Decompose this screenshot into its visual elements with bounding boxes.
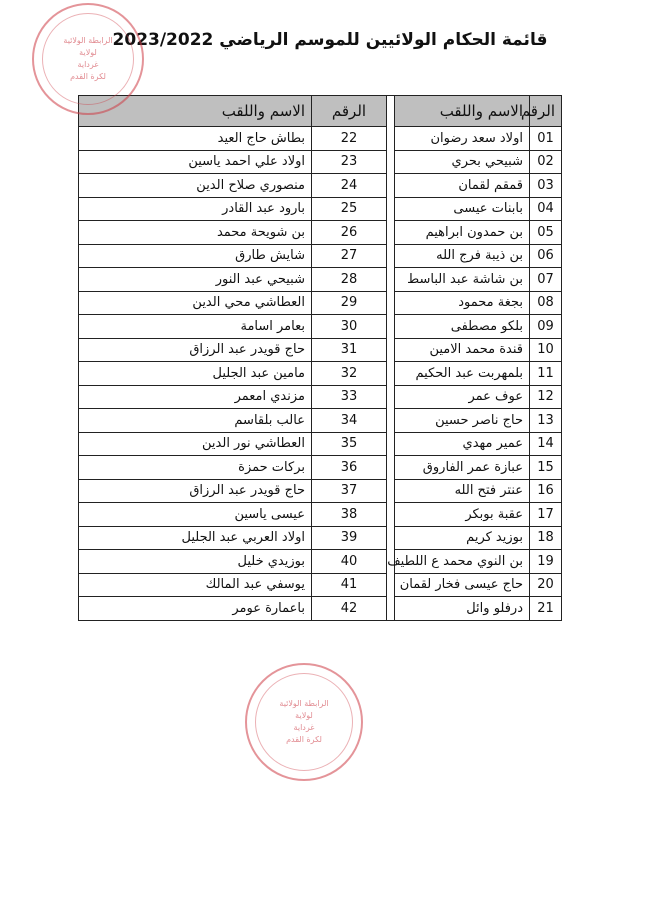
right-name-cell: عبازة عمر الفاروق xyxy=(395,456,530,480)
header-name-left: الاسم واللقب xyxy=(79,96,312,127)
table-row xyxy=(79,315,562,339)
table-row xyxy=(79,244,562,268)
left-name-cell: عالب بلقاسم xyxy=(79,409,312,433)
right-number-cell: 13 xyxy=(530,409,562,433)
table-row xyxy=(79,268,562,292)
stamp-text: الرابطة الولائية xyxy=(63,36,113,45)
table-row xyxy=(79,385,562,409)
left-name-cell: مزندي امعمر xyxy=(79,385,312,409)
right-name-cell: عوف عمر xyxy=(395,385,530,409)
official-stamp-bottom xyxy=(245,663,363,781)
right-number-cell: 08 xyxy=(530,291,562,315)
stamp-text: لولاية xyxy=(295,711,313,720)
table-row xyxy=(79,150,562,174)
left-number-cell: 31 xyxy=(312,338,387,362)
left-number-cell: 35 xyxy=(312,432,387,456)
left-number-cell: 28 xyxy=(312,268,387,292)
left-name-cell: العطاشي نور الدين xyxy=(79,432,312,456)
left-name-cell: مامين عبد الجليل xyxy=(79,362,312,386)
left-name-cell: اولاد العربي عبد الجليل xyxy=(79,526,312,550)
right-name-cell: قمقم لقمان xyxy=(395,174,530,198)
right-number-cell: 05 xyxy=(530,221,562,245)
right-number-cell: 07 xyxy=(530,268,562,292)
header-number-right: الرقم xyxy=(530,96,562,127)
left-name-cell: اولاد علي احمد ياسين xyxy=(79,150,312,174)
right-name-cell: بجغة محمود xyxy=(395,291,530,315)
table-row xyxy=(79,174,562,198)
left-name-cell: بارود عبد القادر xyxy=(79,197,312,221)
stamp-text: لكرة القدم xyxy=(70,72,106,81)
left-number-cell: 23 xyxy=(312,150,387,174)
left-number-cell: 42 xyxy=(312,597,387,621)
left-name-cell: بعامر اسامة xyxy=(79,315,312,339)
right-number-cell: 17 xyxy=(530,503,562,527)
right-name-cell: بن شاشة عبد الباسط xyxy=(395,268,530,292)
left-number-cell: 22 xyxy=(312,127,387,151)
right-number-cell: 12 xyxy=(530,385,562,409)
left-number-cell: 26 xyxy=(312,221,387,245)
table-row xyxy=(79,503,562,527)
left-number-cell: 33 xyxy=(312,385,387,409)
right-number-cell: 19 xyxy=(530,550,562,574)
table-row xyxy=(79,479,562,503)
right-name-cell: بلمهربت عبد الحكيم xyxy=(395,362,530,386)
right-number-cell: 11 xyxy=(530,362,562,386)
stamp-text: لولاية xyxy=(79,48,97,57)
official-stamp-top xyxy=(32,3,144,115)
right-number-cell: 18 xyxy=(530,526,562,550)
right-name-cell: بلكو مصطفى xyxy=(395,315,530,339)
left-number-cell: 40 xyxy=(312,550,387,574)
table-row xyxy=(79,197,562,221)
right-name-cell: بن حمدون ابراهيم xyxy=(395,221,530,245)
table-header-row xyxy=(79,96,562,127)
left-number-cell: 36 xyxy=(312,456,387,480)
left-name-cell: عيسى ياسين xyxy=(79,503,312,527)
table-row xyxy=(79,338,562,362)
right-name-cell: بن النوي محمد ع اللطيف xyxy=(395,550,530,574)
right-name-cell: قندة محمد الامين xyxy=(395,338,530,362)
right-name-cell: بوزيد كريم xyxy=(395,526,530,550)
left-name-cell: يوسفي عبد المالك xyxy=(79,573,312,597)
left-number-cell: 38 xyxy=(312,503,387,527)
right-name-cell: عقبة بوبكر xyxy=(395,503,530,527)
right-name-cell: بابنات عيسى xyxy=(395,197,530,221)
left-number-cell: 29 xyxy=(312,291,387,315)
right-name-cell: عنتر فتح الله xyxy=(395,479,530,503)
left-number-cell: 39 xyxy=(312,526,387,550)
stamp-text: لكرة القدم xyxy=(286,735,322,744)
right-number-cell: 03 xyxy=(530,174,562,198)
page-title: قائمة الحكام الولائيين للموسم الرياضي 2023/2022 xyxy=(112,30,548,50)
left-name-cell: شبيحي عبد النور xyxy=(79,268,312,292)
right-number-cell: 06 xyxy=(530,244,562,268)
left-number-cell: 32 xyxy=(312,362,387,386)
left-number-cell: 37 xyxy=(312,479,387,503)
stamp-text: الرابطة الولائية xyxy=(279,699,329,708)
left-number-cell: 24 xyxy=(312,174,387,198)
table-row xyxy=(79,550,562,574)
table-row xyxy=(79,573,562,597)
left-number-cell: 27 xyxy=(312,244,387,268)
table-row xyxy=(79,432,562,456)
left-number-cell: 30 xyxy=(312,315,387,339)
right-number-cell: 01 xyxy=(530,127,562,151)
left-name-cell: حاج قويدر عبد الرزاق xyxy=(79,479,312,503)
right-name-cell: حاج عيسى فخار لقمان xyxy=(395,573,530,597)
table-row xyxy=(79,291,562,315)
stamp-text: غرداية xyxy=(77,60,99,69)
right-name-cell: اولاد سعد رضوان xyxy=(395,127,530,151)
right-number-cell: 02 xyxy=(530,150,562,174)
right-number-cell: 04 xyxy=(530,197,562,221)
right-number-cell: 15 xyxy=(530,456,562,480)
left-name-cell: بوزيدي خليل xyxy=(79,550,312,574)
left-name-cell: حاج قويدر عبد الرزاق xyxy=(79,338,312,362)
right-name-cell: عمير مهدي xyxy=(395,432,530,456)
right-number-cell: 16 xyxy=(530,479,562,503)
right-number-cell: 14 xyxy=(530,432,562,456)
left-name-cell: بركات حمزة xyxy=(79,456,312,480)
right-name-cell: درفلو وائل xyxy=(395,597,530,621)
right-name-cell: حاج ناصر حسين xyxy=(395,409,530,433)
left-name-cell: بن شويحة محمد xyxy=(79,221,312,245)
left-number-cell: 25 xyxy=(312,197,387,221)
right-number-cell: 20 xyxy=(530,573,562,597)
left-name-cell: العطاشي محي الدين xyxy=(79,291,312,315)
table-row xyxy=(79,221,562,245)
left-name-cell: باعمارة عومر xyxy=(79,597,312,621)
stamp-text: غرداية xyxy=(293,723,315,732)
table-row xyxy=(79,362,562,386)
table-row xyxy=(79,456,562,480)
left-name-cell: منصوري صلاح الدين xyxy=(79,174,312,198)
left-name-cell: شايش طارق xyxy=(79,244,312,268)
right-number-cell: 09 xyxy=(530,315,562,339)
table-row xyxy=(79,409,562,433)
left-number-cell: 34 xyxy=(312,409,387,433)
header-number-left: الرقم xyxy=(312,96,387,127)
table-row xyxy=(79,127,562,151)
right-number-cell: 21 xyxy=(530,597,562,621)
header-name-right: الاسم واللقب xyxy=(395,96,530,127)
left-name-cell: بطاش حاج العيد xyxy=(79,127,312,151)
left-number-cell: 41 xyxy=(312,573,387,597)
referees-table xyxy=(78,95,562,621)
right-name-cell: بن ذيبة فرج الله xyxy=(395,244,530,268)
table-row xyxy=(79,526,562,550)
table-row xyxy=(79,597,562,621)
right-name-cell: شبيحي بحري xyxy=(395,150,530,174)
right-number-cell: 10 xyxy=(530,338,562,362)
